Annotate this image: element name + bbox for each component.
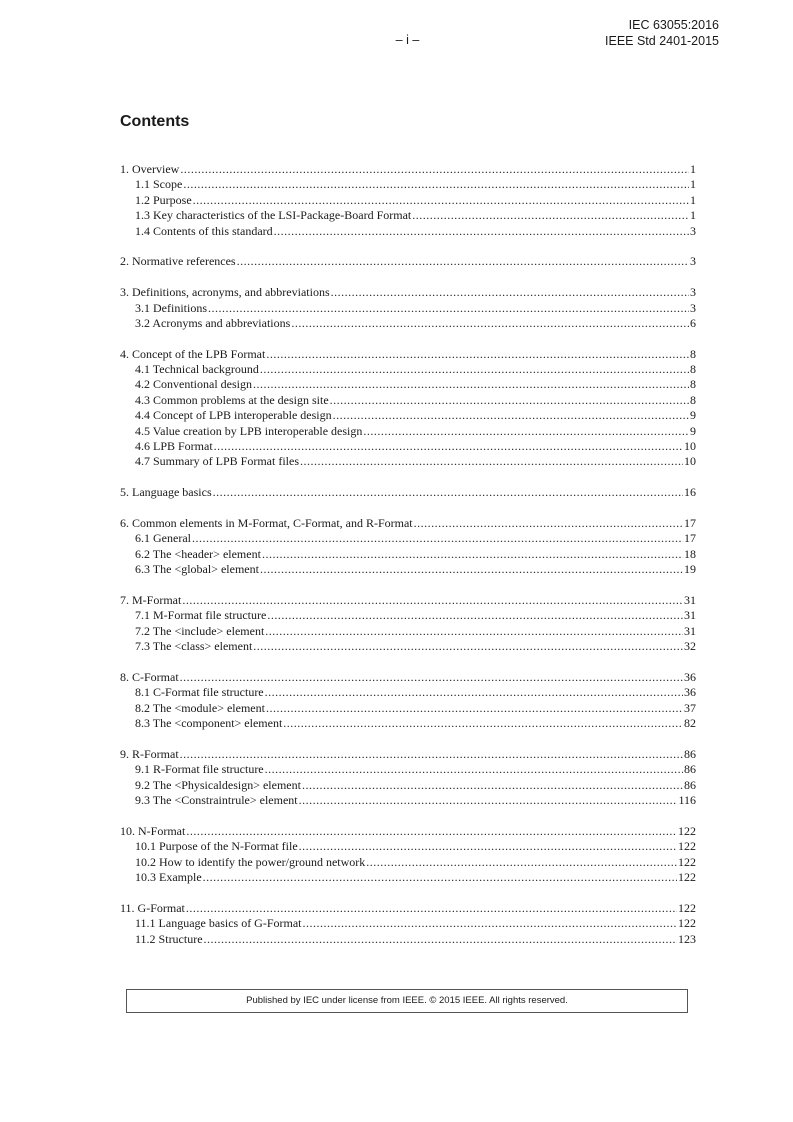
dot-leader <box>265 685 683 700</box>
dot-leader <box>299 793 678 808</box>
dot-leader <box>267 608 683 623</box>
toc-page-number: 3 <box>690 300 696 315</box>
dot-leader <box>192 531 683 546</box>
toc-page-number: 36 <box>684 669 696 684</box>
toc-page-number: 3 <box>690 254 696 269</box>
dot-leader <box>180 162 689 177</box>
toc-entry-title: 6.1 General <box>135 531 191 546</box>
dot-leader <box>213 485 683 500</box>
toc-page-number: 122 <box>678 823 696 838</box>
toc-page-number: 19 <box>684 562 696 577</box>
toc-subentry[interactable] <box>120 193 696 208</box>
toc-page-number: 32 <box>684 639 696 654</box>
dot-leader <box>260 362 689 377</box>
toc-subentry[interactable] <box>120 762 696 777</box>
dot-leader <box>330 393 689 408</box>
dot-leader <box>193 193 689 208</box>
toc-page-number: 122 <box>678 854 696 869</box>
toc-page-number: 122 <box>678 839 696 854</box>
dot-leader <box>265 762 683 777</box>
toc-entry-title: 8.3 The <component> element <box>135 716 283 731</box>
dot-leader <box>260 562 683 577</box>
toc-entry-title: 7.3 The <class> element <box>135 639 253 654</box>
toc-page-number: 82 <box>684 716 696 731</box>
toc-entry-title: 1.1 Scope <box>135 177 183 192</box>
toc-subentry[interactable] <box>120 562 696 577</box>
toc-section <box>120 516 696 578</box>
toc-entry-title: 11.2 Structure <box>135 931 203 946</box>
toc-section <box>120 285 696 331</box>
toc-subentry[interactable] <box>120 793 696 808</box>
toc-subentry[interactable] <box>120 177 696 192</box>
dot-leader <box>283 716 683 731</box>
toc-page-number: 8 <box>690 377 696 392</box>
toc-subentry[interactable] <box>120 916 696 931</box>
dot-leader <box>363 424 689 439</box>
toc-entry-title: 8. C-Format <box>120 669 179 684</box>
dot-leader <box>253 639 683 654</box>
toc-page-number: 31 <box>684 623 696 638</box>
dot-leader <box>291 316 689 331</box>
toc-entry[interactable] <box>120 285 696 300</box>
toc-entry[interactable] <box>120 593 696 608</box>
toc-entry-title: 4.2 Conventional design <box>135 377 252 392</box>
toc-page-number: 86 <box>684 777 696 792</box>
dot-leader <box>204 932 677 947</box>
toc-page-number: 6 <box>690 315 696 330</box>
toc-subentry[interactable] <box>120 639 696 654</box>
dot-leader <box>266 701 683 716</box>
toc-page-number: 18 <box>684 546 696 561</box>
dot-leader <box>186 824 677 839</box>
dot-leader <box>366 855 677 870</box>
toc-entry-title: 9. R-Format <box>120 746 179 761</box>
toc-entry-title: 6.3 The <global> element <box>135 562 259 577</box>
toc-entry-title: 4.4 Concept of LPB interoperable design <box>135 408 332 423</box>
toc-page-number: 1 <box>690 208 696 223</box>
toc-entry-title: 4.5 Value creation by LPB interoperable design <box>135 423 363 438</box>
dot-leader <box>182 593 683 608</box>
toc-page-number: 37 <box>684 700 696 715</box>
toc-entry-title: 9.3 The <Constraintrule> element <box>135 793 298 808</box>
toc-entry-title: 4.6 LPB Format <box>135 439 213 454</box>
toc-page-number: 1 <box>690 192 696 207</box>
dot-leader <box>180 670 683 685</box>
toc-entry-title: 1.2 Purpose <box>135 192 192 207</box>
dot-leader <box>414 516 683 531</box>
toc-entry[interactable] <box>120 670 696 685</box>
toc-section <box>120 593 696 655</box>
toc-entry[interactable] <box>120 485 696 500</box>
toc-subentry[interactable] <box>120 224 696 239</box>
toc-entry-title: 10.1 Purpose of the N-Format file <box>135 839 298 854</box>
toc-entry-title: 10.2 How to identify the power/ground network <box>135 854 366 869</box>
standard-iec-number: IEC 63055:2016 <box>628 18 719 32</box>
toc-page-number: 10 <box>684 439 696 454</box>
dot-leader <box>266 347 689 362</box>
dot-leader <box>300 454 683 469</box>
toc-page-number: 86 <box>684 762 696 777</box>
toc-entry-title: 8.2 The <module> element <box>135 700 265 715</box>
toc-entry-title: 11.1 Language basics of G-Format <box>135 916 302 931</box>
toc-entry-title: 4. Concept of the LPB Format <box>120 346 266 361</box>
toc-entry-title: 4.1 Technical background <box>135 362 259 377</box>
toc-entry-title: 7.2 The <include> element <box>135 623 265 638</box>
toc-entry[interactable] <box>120 747 696 762</box>
dot-leader <box>253 377 689 392</box>
dot-leader <box>262 547 683 562</box>
dot-leader <box>331 285 689 300</box>
toc-page-number: 8 <box>690 392 696 407</box>
toc-subentry[interactable] <box>120 362 696 377</box>
dot-leader <box>180 747 683 762</box>
toc-entry-title: 3. Definitions, acronyms, and abbreviations <box>120 285 330 300</box>
toc-section <box>120 747 696 809</box>
toc-subentry[interactable] <box>120 454 696 469</box>
dot-leader <box>299 839 677 854</box>
toc-section <box>120 485 696 500</box>
toc-subentry[interactable] <box>120 932 696 947</box>
standard-ieee-number: IEEE Std 2401-2015 <box>605 34 719 48</box>
toc-subentry[interactable] <box>120 685 696 700</box>
dot-leader <box>412 208 689 223</box>
toc-subentry[interactable] <box>120 624 696 639</box>
toc-entry[interactable] <box>120 254 696 269</box>
toc-page-number: 122 <box>678 916 696 931</box>
toc-subentry[interactable] <box>120 778 696 793</box>
table-of-contents <box>120 162 696 962</box>
toc-entry-title: 3.1 Definitions <box>135 300 207 315</box>
toc-subentry[interactable] <box>120 701 696 716</box>
toc-entry-title: 3.2 Acronyms and abbreviations <box>135 315 291 330</box>
toc-section <box>120 162 696 239</box>
dot-leader <box>333 408 689 423</box>
toc-section <box>120 254 696 269</box>
toc-section <box>120 824 696 886</box>
toc-subentry[interactable] <box>120 377 696 392</box>
toc-subentry[interactable] <box>120 208 696 223</box>
dot-leader <box>186 901 677 916</box>
toc-page-number: 1 <box>690 162 696 176</box>
toc-entry[interactable] <box>120 901 696 916</box>
dot-leader <box>183 177 689 192</box>
toc-entry-title: 11. G-Format <box>120 900 185 915</box>
toc-entry-title: 7. M-Format <box>120 592 182 607</box>
toc-page-number: 9 <box>690 423 696 438</box>
toc-section <box>120 670 696 732</box>
toc-page-number: 122 <box>678 869 696 884</box>
standard-identifier <box>605 17 719 49</box>
license-footer: Published by IEC under license from IEEE. © 2015 IEEE. All rights reserved. <box>126 989 688 1013</box>
toc-page-number: 8 <box>690 362 696 377</box>
toc-section <box>120 347 696 470</box>
toc-subentry[interactable] <box>120 316 696 331</box>
toc-entry-title: 10.3 Example <box>135 869 202 884</box>
dot-leader <box>303 916 677 931</box>
toc-page-number: 31 <box>684 608 696 623</box>
toc-page-number: 8 <box>690 346 696 361</box>
toc-subentry[interactable] <box>120 855 696 870</box>
toc-subentry[interactable] <box>120 547 696 562</box>
toc-entry-title: 4.3 Common problems at the design site <box>135 392 329 407</box>
toc-entry[interactable] <box>120 347 696 362</box>
toc-entry[interactable] <box>120 516 696 531</box>
toc-entry-title: 1. Overview <box>120 162 180 176</box>
toc-page-number: 10 <box>684 454 696 469</box>
toc-page-number: 17 <box>684 515 696 530</box>
page-number: – i – <box>395 33 420 47</box>
toc-subentry[interactable] <box>120 870 696 885</box>
toc-page-number: 122 <box>678 900 696 915</box>
toc-section <box>120 901 696 947</box>
toc-page-number: 17 <box>684 531 696 546</box>
dot-leader <box>265 624 683 639</box>
toc-page-number: 3 <box>690 223 696 238</box>
toc-page-number: 3 <box>690 285 696 300</box>
toc-entry-title: 9.2 The <Physicaldesign> element <box>135 777 301 792</box>
toc-subentry[interactable] <box>120 408 696 423</box>
toc-page-number: 86 <box>684 746 696 761</box>
toc-entry-title: 1.3 Key characteristics of the LSI-Package-Board Format <box>135 208 412 223</box>
toc-page-number: 116 <box>678 793 696 808</box>
toc-subentry[interactable] <box>120 531 696 546</box>
toc-entry-title: 10. N-Format <box>120 823 186 838</box>
dot-leader <box>274 224 689 239</box>
dot-leader <box>208 301 689 316</box>
toc-page-number: 31 <box>684 592 696 607</box>
toc-entry[interactable] <box>120 162 696 177</box>
page-title: Contents <box>120 113 190 130</box>
toc-entry-title: 4.7 Summary of LPB Format files <box>135 454 299 469</box>
dot-leader <box>203 870 677 885</box>
toc-entry-title: 9.1 R-Format file structure <box>135 762 264 777</box>
dot-leader <box>237 254 689 269</box>
dot-leader <box>214 439 683 454</box>
toc-subentry[interactable] <box>120 393 696 408</box>
toc-entry-title: 6.2 The <header> element <box>135 546 261 561</box>
toc-entry-title: 2. Normative references <box>120 254 236 269</box>
toc-page-number: 9 <box>690 408 696 423</box>
dot-leader <box>302 778 683 793</box>
toc-page-number: 16 <box>684 485 696 500</box>
toc-entry-title: 6. Common elements in M-Format, C-Format, and R-Format <box>120 515 413 530</box>
toc-entry-title: 1.4 Contents of this standard <box>135 223 273 238</box>
toc-entry-title: 8.1 C-Format file structure <box>135 685 264 700</box>
toc-entry-title: 5. Language basics <box>120 485 212 500</box>
toc-page-number: 36 <box>684 685 696 700</box>
toc-subentry[interactable] <box>120 716 696 731</box>
toc-subentry[interactable] <box>120 439 696 454</box>
toc-subentry[interactable] <box>120 839 696 854</box>
toc-subentry[interactable] <box>120 608 696 623</box>
toc-entry[interactable] <box>120 824 696 839</box>
toc-entry-title: 7.1 M-Format file structure <box>135 608 267 623</box>
toc-subentry[interactable] <box>120 301 696 316</box>
toc-subentry[interactable] <box>120 424 696 439</box>
toc-page-number: 123 <box>678 931 696 946</box>
toc-page-number: 1 <box>690 177 696 192</box>
